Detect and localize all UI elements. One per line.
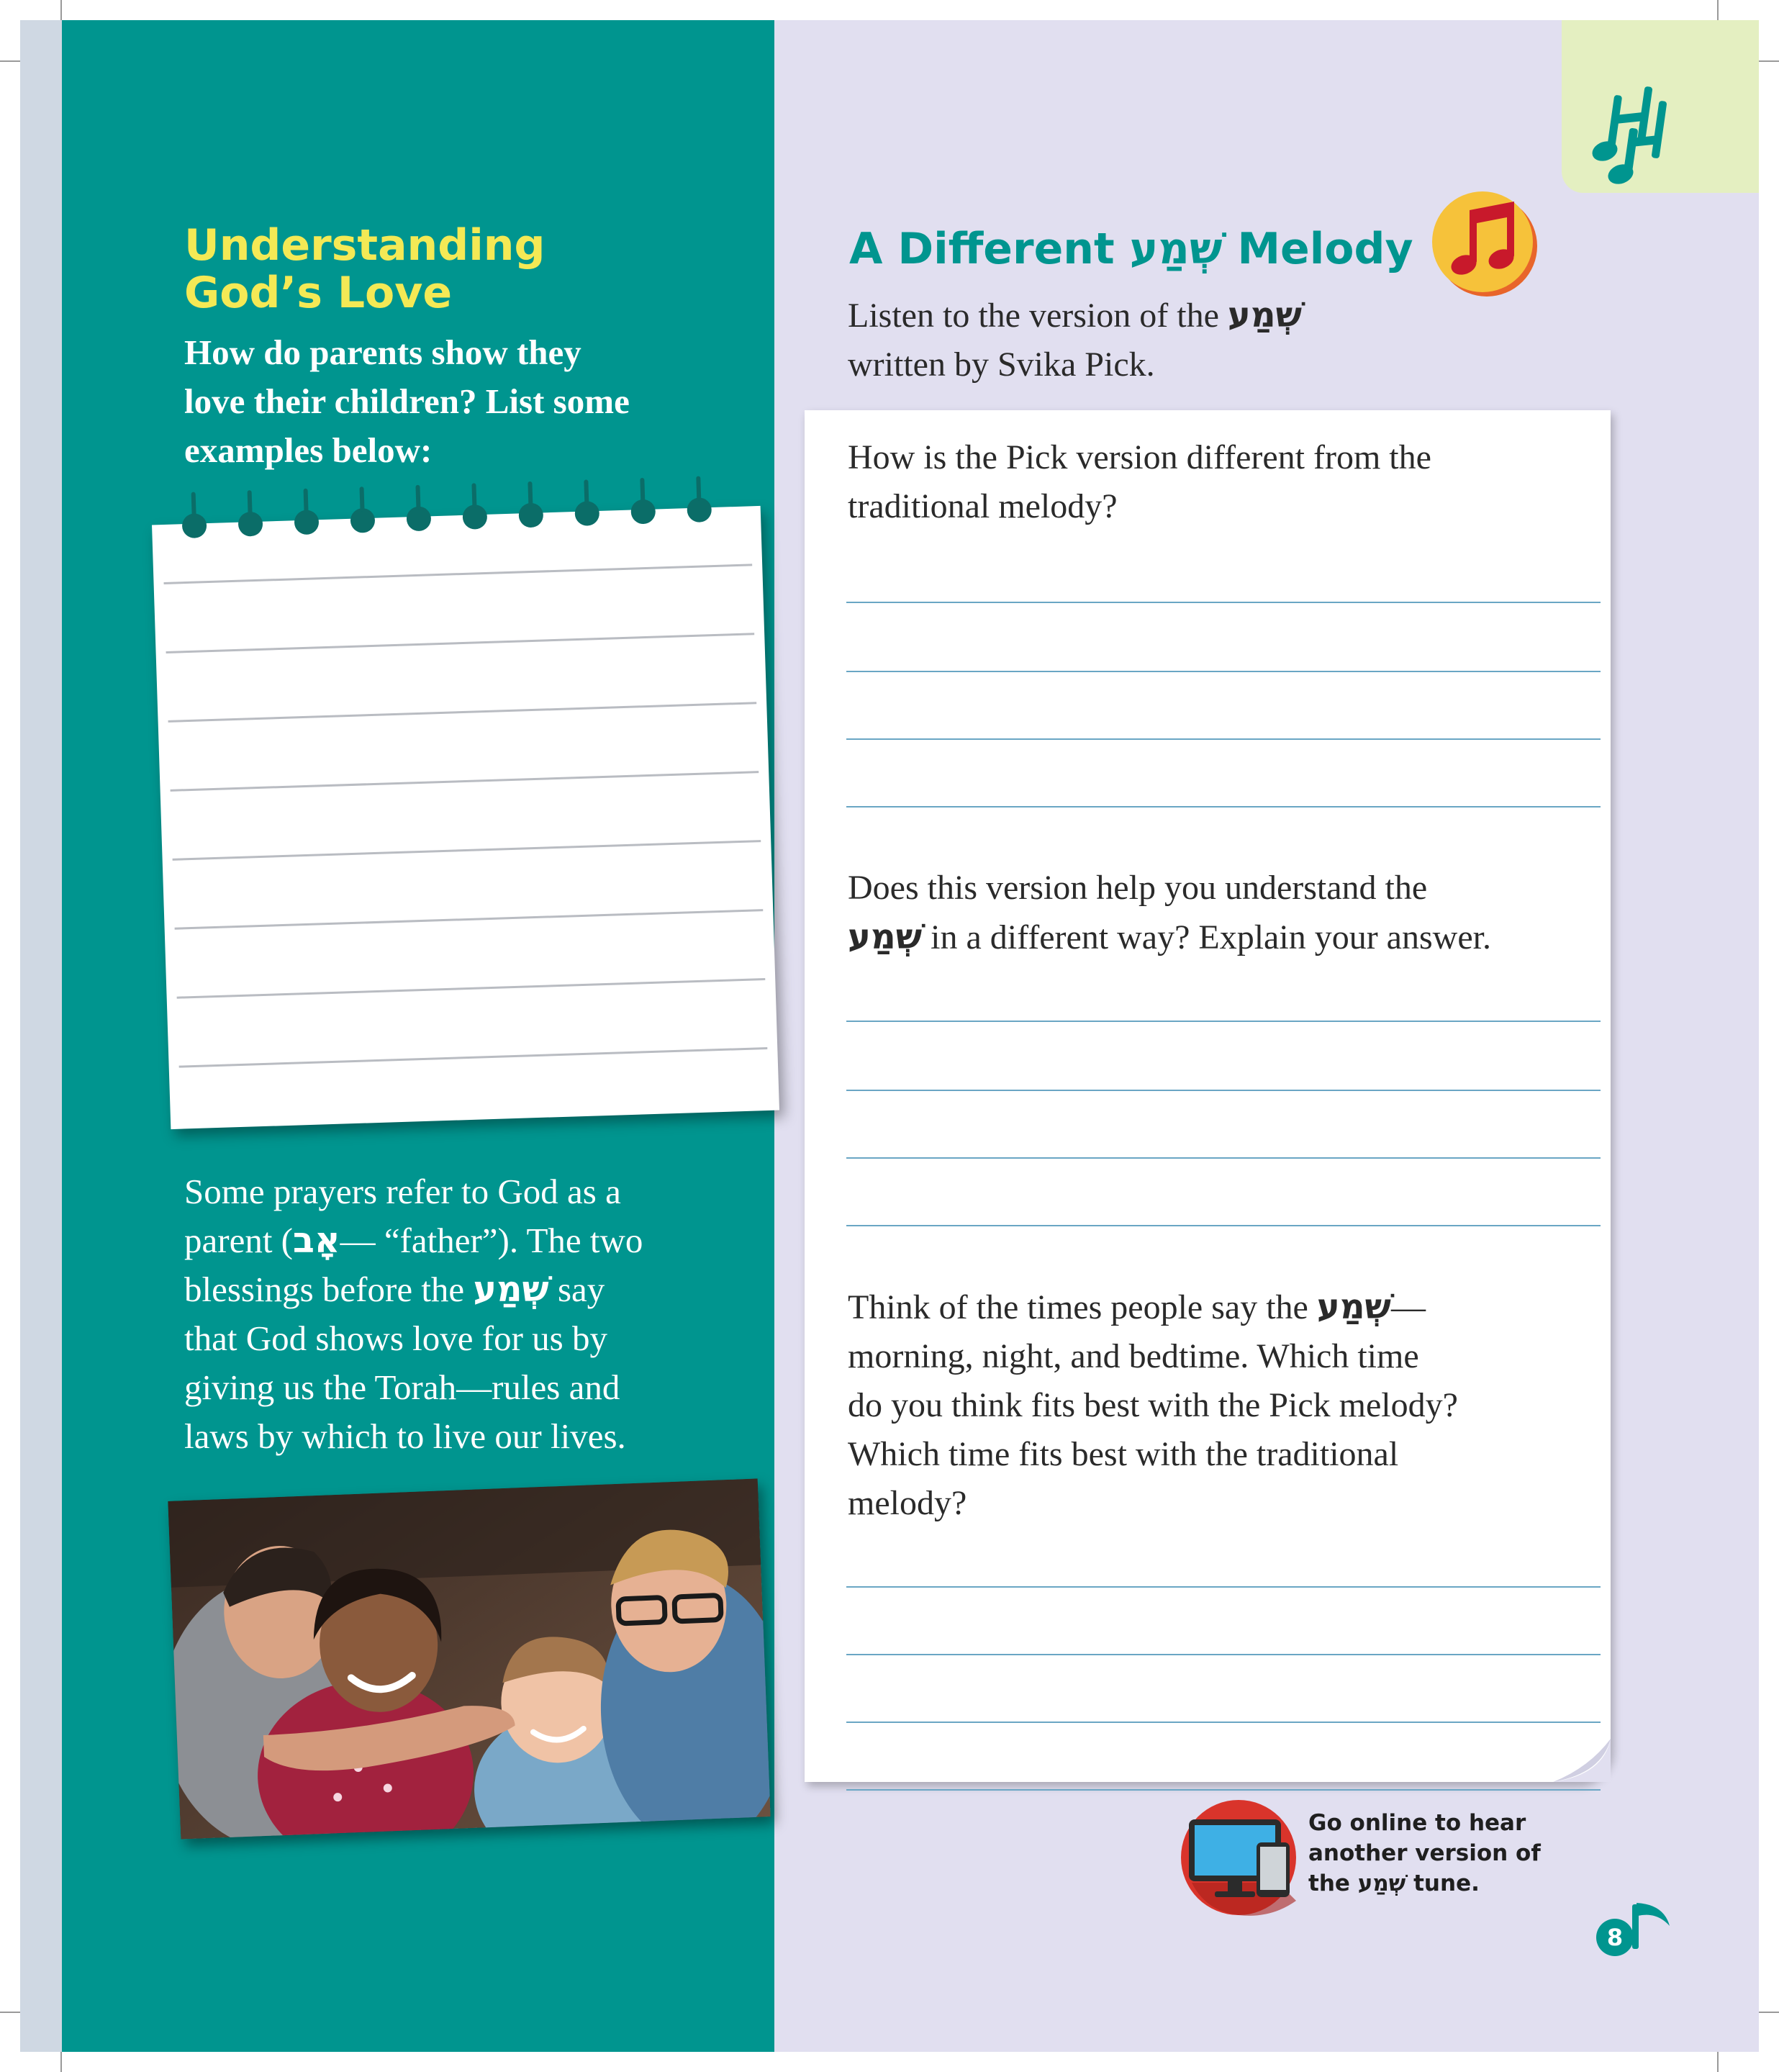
answer-line[interactable] [846, 1090, 1601, 1091]
text-line: שְׁמַע in a different way? Explain your answer. [848, 917, 1491, 957]
text-line: parent (אָב— “father”). The two [184, 1220, 643, 1261]
online-callout-text [1308, 1808, 1553, 1899]
notepad-ring-hole [238, 512, 263, 537]
text-line: written by Svika Pick. [848, 345, 1155, 384]
text-line: melody? [848, 1484, 967, 1522]
text-line: Some prayers refer to God as a [184, 1172, 621, 1211]
page-number: 8 [1596, 1919, 1634, 1956]
title-line: God’s Love [184, 268, 453, 318]
text-line: morning, night, and bedtime. Which time [848, 1337, 1419, 1375]
notepad-line [175, 909, 764, 930]
answer-line[interactable] [846, 1225, 1601, 1226]
notepad-ring-hole [518, 502, 543, 528]
text-line: traditional melody? [848, 487, 1118, 525]
answer-line[interactable] [846, 806, 1601, 807]
text-line: How do parents show they [184, 332, 581, 372]
notepad-line [164, 564, 753, 584]
left-section-title [184, 222, 688, 317]
hebrew-word: שְׁמַע [1227, 295, 1302, 335]
answer-line[interactable] [846, 602, 1601, 603]
text-line: blessings before the שְׁמַע say [184, 1269, 605, 1310]
hebrew-word: שְׁמַע [848, 917, 923, 957]
title-line: Understanding [184, 220, 546, 271]
answer-line[interactable] [846, 1586, 1601, 1588]
answer-line[interactable] [846, 1789, 1601, 1791]
text-line: another version of [1308, 1840, 1541, 1866]
hebrew-word: אָב [293, 1220, 340, 1261]
answer-line[interactable] [846, 1722, 1601, 1723]
notepad-ring-hole [574, 501, 599, 526]
text-line: Listen to the version of the שְׁמַע [848, 295, 1302, 335]
notepad-ring-hole [182, 513, 207, 538]
question-3 [848, 1282, 1603, 1528]
text-line: Go online to hear [1308, 1810, 1526, 1836]
notepad-line [173, 840, 761, 861]
music-note-badge-icon [1428, 186, 1543, 301]
family-photo [168, 1478, 770, 1839]
notepad-line [177, 978, 766, 999]
hebrew-word: שְׁמַע [1129, 224, 1223, 274]
notepad-line [171, 771, 759, 792]
text-line: Does this version help you understand the [848, 869, 1428, 907]
hebrew-word: שְׁמַע [473, 1269, 549, 1310]
text-line: love their children? List some [184, 381, 630, 421]
notepad-ring-hole [294, 510, 319, 535]
notepad-ring-hole [687, 497, 712, 522]
hebrew-word: שְׁמַע [1357, 1870, 1406, 1896]
notepad-ring-hole [350, 508, 375, 533]
text-line: Which time fits best with the traditional [848, 1435, 1399, 1473]
question-card [805, 410, 1611, 1782]
right-intro-text [848, 291, 1423, 389]
text-line: the שְׁמַע tune. [1308, 1870, 1480, 1896]
notepad-ring-hole [630, 499, 656, 525]
answer-line[interactable] [846, 1157, 1601, 1159]
answer-line[interactable] [846, 1021, 1601, 1022]
notepad-line [179, 1047, 768, 1068]
answer-line[interactable] [846, 1654, 1601, 1655]
answer-line[interactable] [846, 671, 1601, 672]
text-line: laws by which to live our lives. [184, 1416, 626, 1456]
text-line: Think of the times people say the שְׁמַע— [848, 1287, 1426, 1327]
right-section-title: A Different שְׁמַע Melody [849, 224, 1413, 274]
left-body-text [184, 1167, 746, 1461]
text-line: giving us the Torah—rules and [184, 1367, 620, 1407]
text-line: do you think fits best with the Pick melody? [848, 1386, 1458, 1424]
notepad-ring-hole [406, 506, 431, 531]
computer-tablet-icon[interactable] [1177, 1796, 1300, 1919]
text-line: examples below: [184, 430, 433, 470]
answer-line[interactable] [846, 738, 1601, 740]
page-curl [1524, 1739, 1611, 1782]
music-notes-h-logo-icon [1583, 79, 1677, 187]
left-intro-text [184, 328, 731, 475]
notepad-line [166, 633, 755, 653]
text-line: How is the Pick version different from the [848, 438, 1431, 476]
question-1 [848, 433, 1603, 531]
notepad-line [168, 702, 757, 723]
notepad-writing-area[interactable] [152, 506, 779, 1129]
binding-strip [20, 20, 62, 2052]
notepad-ring-hole [462, 505, 487, 530]
text-line: that God shows love for us by [184, 1318, 607, 1358]
hebrew-word: שְׁמַע [1316, 1287, 1391, 1327]
question-2 [848, 864, 1603, 962]
